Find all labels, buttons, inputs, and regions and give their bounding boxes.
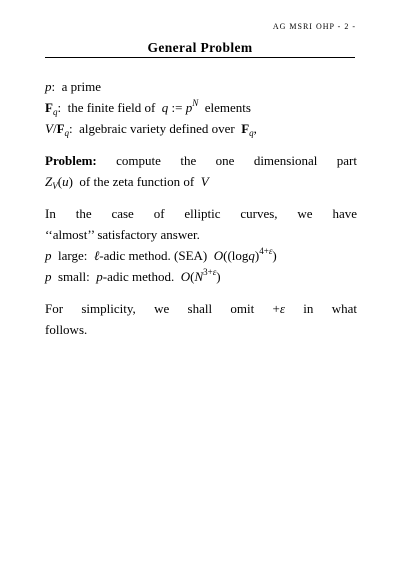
p-small-line: p small: p-adic method. $O(N^{3+\varepsilon})$ bbox=[45, 267, 221, 284]
elliptic-line-1: In the case of elliptic curves, we have bbox=[45, 206, 357, 221]
note-line-2: follows. bbox=[45, 322, 88, 337]
problem-line-1: Problem: compute the one dimensional part bbox=[45, 150, 357, 171]
elliptic-line-2: ‘‘almost’’ satisfactory answer. bbox=[45, 227, 200, 242]
problem-label: Problem: bbox=[45, 153, 97, 168]
page-title: General Problem bbox=[147, 40, 253, 55]
p-large-line: p large: ℓ-adic method. (SEA) $O((\log q)^{4+\varepsilon})$ bbox=[45, 246, 277, 263]
problem-line-2: $Z_V(u)$ of the zeta function of V bbox=[45, 174, 209, 191]
running-head: AG MSRI OHP - 2 - bbox=[272, 22, 356, 31]
title-rule bbox=[45, 57, 355, 58]
definition-prime: p: a prime bbox=[45, 79, 101, 94]
definition-variety: $V/F_q$: algebraic variety defined over $F_q$, bbox=[45, 121, 257, 138]
slide-body bbox=[45, 76, 357, 340]
definition-field: $F_q$: the finite field of q := $p^N$ elements bbox=[45, 98, 251, 117]
note-line-1: For simplicity, we shall omit +ε in what bbox=[45, 301, 357, 316]
